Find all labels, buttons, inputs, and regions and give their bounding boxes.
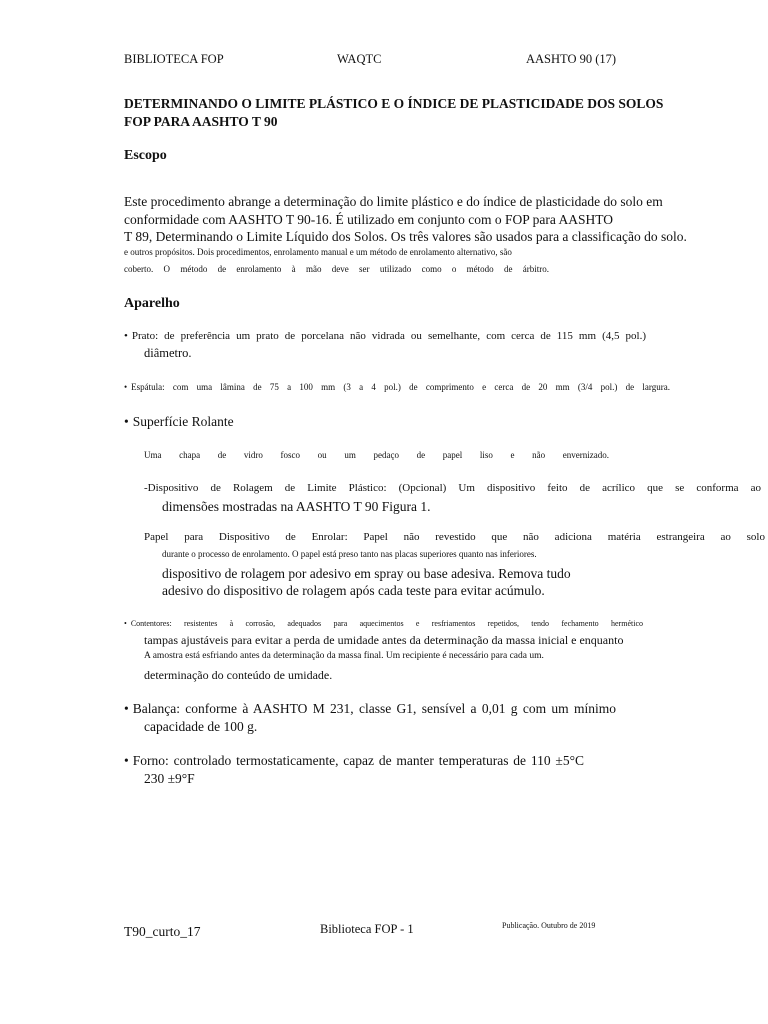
document-title-line1: DETERMINANDO O LIMITE PLÁSTICO E O ÍNDICE DE PLASTICIDADE DOS SOLOS [124, 96, 664, 111]
superficie-chapa: Uma chapa de vidro fosco ou um pedaço de papel liso e não envernizado. [144, 450, 609, 460]
balanca-line-1: • Balança: conforme à AASHTO M 231, classe G1, sensível a 0,01 g com um mínimo [124, 701, 616, 717]
header-center: WAQTC [337, 52, 382, 66]
scope-line-5: coberto. O método de enrolamento à mão deve ser utilizado como o método de árbitro. [124, 264, 549, 274]
contentores-line-4: determinação do conteúdo de umidade. [144, 668, 333, 682]
scope-line-2: conformidade com AASHTO T 90-16. É utilizado em conjunto com o FOP para AASHTO [124, 212, 613, 227]
papel-line-4: adesivo do dispositivo de rolagem após cada teste para evitar acúmulo. [162, 583, 545, 598]
scope-line-3: T 89, Determinando o Limite Líquido dos Solos. Os três valores são usados para a classificação do solo. [124, 229, 687, 244]
dispositivo-line-2: dimensões mostradas na AASHTO T 90 Figura 1. [162, 499, 431, 514]
contentores-line-3: A amostra está esfriando antes da determinação da massa final. Um recipiente é necessário para cada um. [144, 651, 544, 661]
espatula-item: • Espátula: com uma lâmina de 75 a 100 mm (3 a 4 pol.) de comprimento e cerca de 20 mm (3/4 pol.) de largura. [124, 382, 670, 392]
footer-center: Biblioteca FOP - 1 [320, 922, 414, 936]
prato-line-2: diâmetro. [144, 346, 192, 360]
papel-line-3: dispositivo de rolagem por adesivo em spray ou base adesiva. Remova tudo [162, 566, 571, 581]
contentores-line-2: tampas ajustáveis para evitar a perda de umidade antes da determinação da massa inicial e enquanto [144, 633, 624, 647]
balanca-line-2: capacidade de 100 g. [144, 719, 258, 734]
dispositivo-line-1: -Dispositivo de Rolagem de Limite Plástico: (Opcional) Um dispositivo feito de acrílico que se conforma ao [144, 482, 761, 494]
document-title-line2: FOP PARA AASHTO T 90 [124, 114, 278, 129]
apparatus-heading: Aparelho [124, 296, 180, 311]
footer-left: T90_curto_17 [124, 924, 201, 939]
scope-heading: Escopo [124, 148, 167, 163]
forno-line-1: • Forno: controlado termostaticamente, capaz de manter temperaturas de 110 ±5°C [124, 753, 584, 769]
footer-right: Publicação. Outubro de 2019 [502, 921, 596, 930]
prato-line-1: • Prato: de preferência um prato de porcelana não vidrada ou semelhante, com cerca de 115 mm (4,5 pol.) [124, 330, 646, 342]
superficie-label: • Superfície Rolante [124, 414, 234, 430]
contentores-line-1: • Contentores: resistentes à corrosão, adequados para aquecimentos e resfriamentos repetidos, tendo fechamento hermético [124, 619, 643, 628]
papel-line-2: durante o processo de enrolamento. O papel está preso tanto nas placas superiores quanto nas inferiores. [162, 549, 537, 559]
papel-line-1: Papel para Dispositivo de Enrolar: Papel não revestido que não adiciona matéria estrangeira ao solo [144, 531, 765, 543]
scope-line-4: e outros propósitos. Dois procedimentos, enrolamento manual e um método de enrolamento alternativo, são [124, 247, 512, 257]
forno-line-2: 230 ±9°F [144, 771, 195, 786]
scope-line-1: Este procedimento abrange a determinação do limite plástico e do índice de plasticidade do solo em [124, 194, 663, 209]
header-right: AASHTO 90 (17) [526, 52, 617, 66]
header-left: BIBLIOTECA FOP [124, 52, 224, 66]
